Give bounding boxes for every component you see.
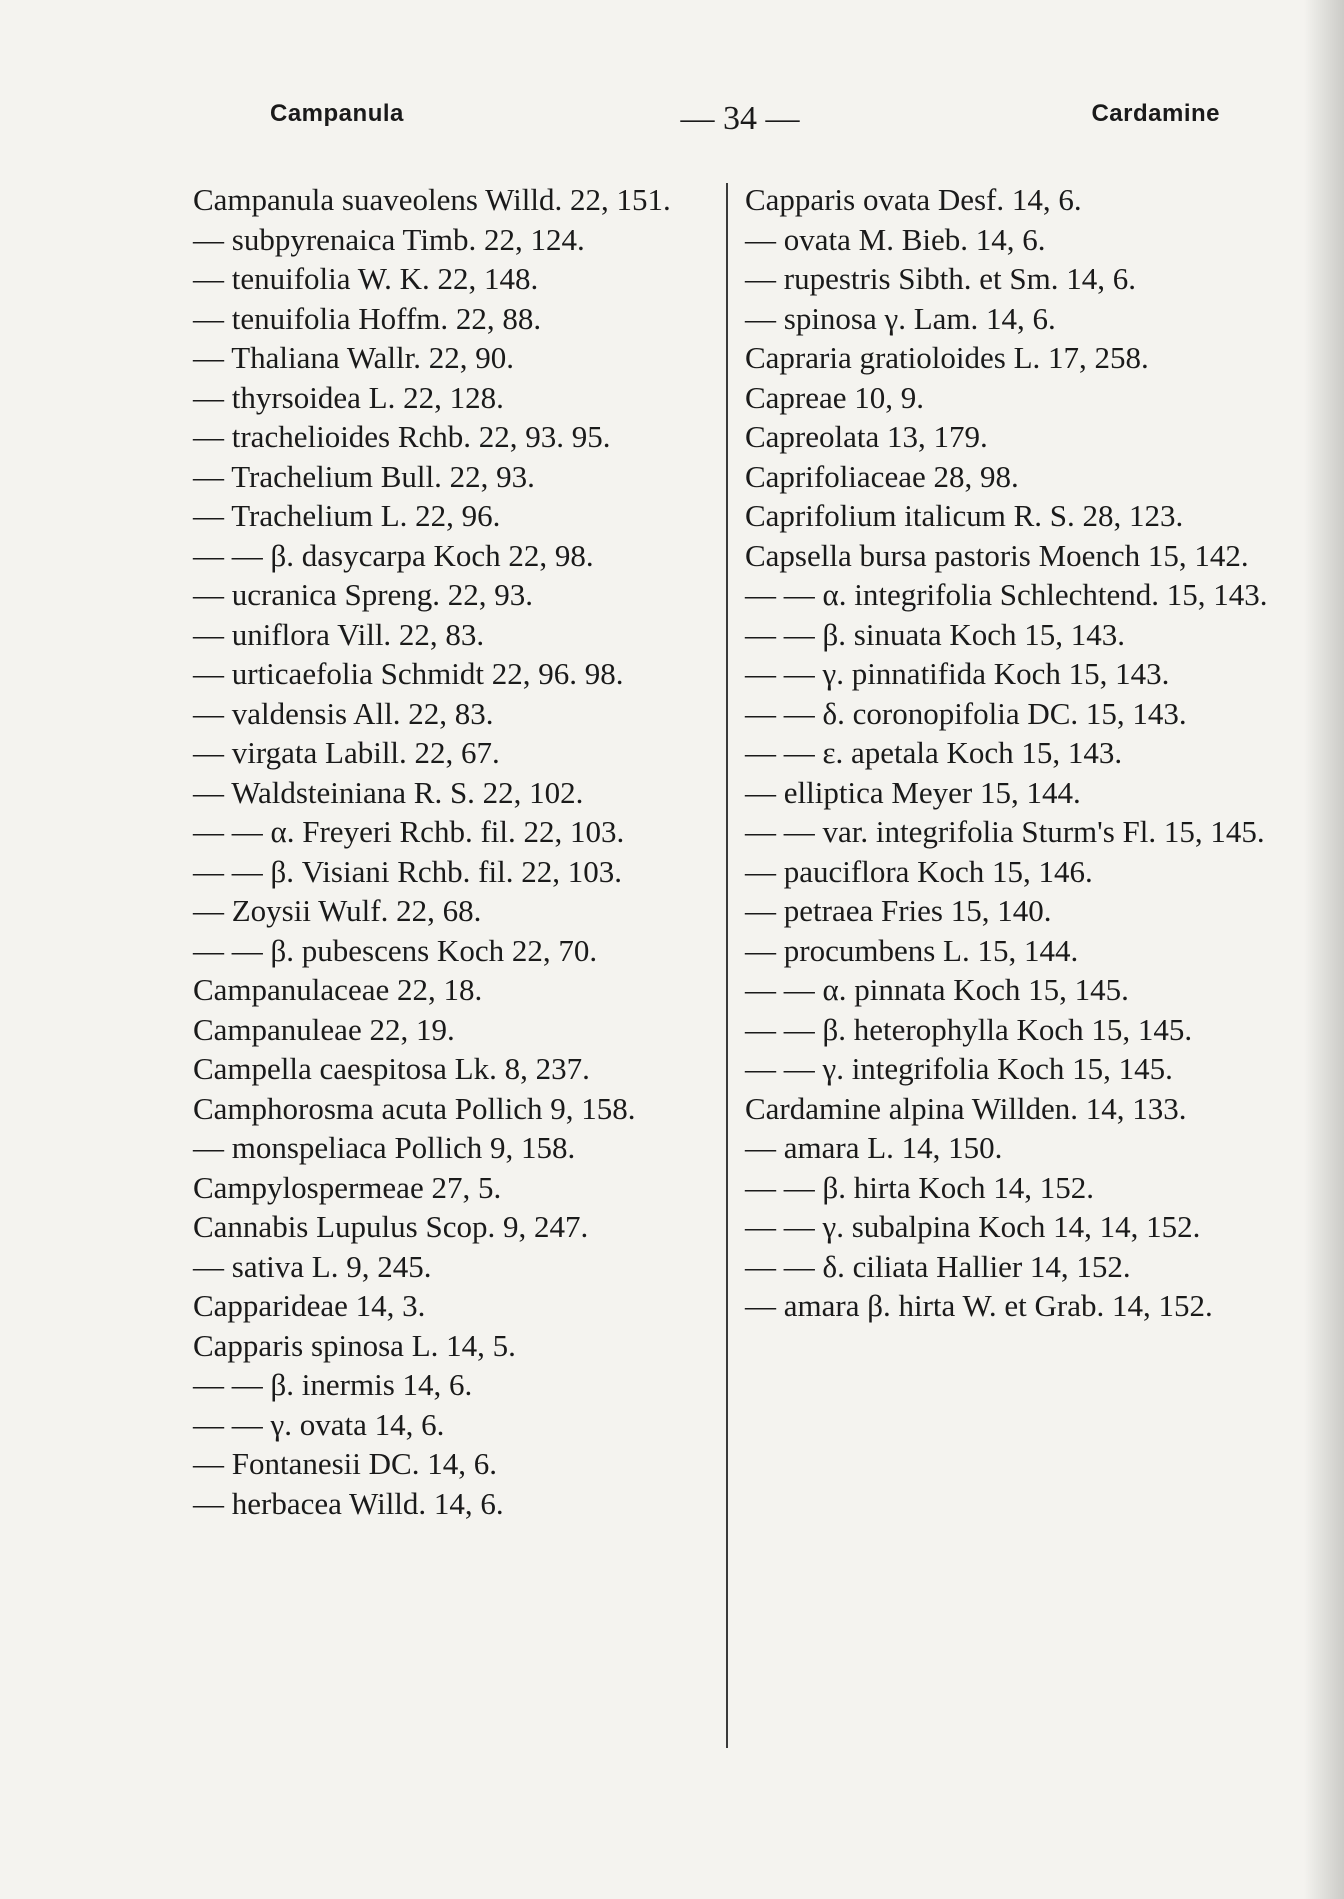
- index-entry: — monspeliaca Pollich 9, 158.: [193, 1130, 576, 1165]
- index-entry: — petraea Fries 15, 140.: [745, 893, 1052, 928]
- index-entry: — Waldsteiniana R. S. 22, 102.: [193, 774, 584, 810]
- index-entry: Campylospermeae 27, 5.: [193, 1169, 502, 1205]
- index-entry: — spinosa γ. Lam. 14, 6.: [745, 300, 1056, 336]
- index-entry: Campella caespitosa Lk. 8, 237.: [193, 1051, 590, 1086]
- index-entry: — — γ. integrifolia Koch 15, 145.: [745, 1051, 1173, 1086]
- index-entry: — — ε. apetala Koch 15, 143.: [745, 735, 1123, 770]
- index-entry: — — β. Visiani Rchb. fil. 22, 103.: [193, 853, 622, 889]
- index-entry: Caprifolium italicum R. S. 28, 123.: [745, 498, 1184, 533]
- running-header: [270, 100, 1220, 140]
- index-entry: — — δ. coronopifolia DC. 15, 143.: [745, 695, 1187, 731]
- index-entry: — — β. heterophylla Koch 15, 145.: [745, 1011, 1193, 1047]
- index-entry: — urticaefolia Schmidt 22, 96. 98.: [193, 656, 624, 691]
- index-entry: — — var. integrifolia Sturm's Fl. 15, 145.: [745, 814, 1265, 849]
- index-entry: — — γ. ovata 14, 6.: [193, 1406, 445, 1442]
- index-entry: — trachelioides Rchb. 22, 93. 95.: [193, 419, 611, 454]
- index-entry: — ovata M. Bieb. 14, 6.: [745, 221, 1046, 257]
- index-entry: — — β. hirta Koch 14, 152.: [745, 1169, 1094, 1205]
- index-entry: Cannabis Lupulus Scop. 9, 247.: [193, 1209, 589, 1244]
- index-entry: — Fontanesii DC. 14, 6.: [193, 1446, 497, 1481]
- index-entry: — Trachelium Bull. 22, 93.: [193, 458, 535, 494]
- index-column-left: [193, 180, 718, 1523]
- index-entry: — subpyrenaica Timb. 22, 124.: [193, 221, 585, 257]
- index-entry: — — β. pubescens Koch 22, 70.: [193, 932, 598, 968]
- index-entry: — uniflora Vill. 22, 83.: [193, 616, 485, 652]
- index-entry: — — γ. subalpina Koch 14, 14, 152.: [745, 1209, 1201, 1244]
- index-entry: — amara L. 14, 150.: [745, 1130, 1003, 1165]
- index-entry: Camphorosma acuta Pollich 9, 158.: [193, 1090, 636, 1126]
- index-entry: Capparideae 14, 3.: [193, 1288, 426, 1323]
- index-entry: — rupestris Sibth. et Sm. 14, 6.: [745, 261, 1136, 296]
- column-divider: [726, 183, 728, 1748]
- header-right-catchword: Cardamine: [1091, 100, 1220, 127]
- index-entry: — virgata Labill. 22, 67.: [193, 735, 500, 770]
- index-entry: — sativa L. 9, 245.: [193, 1248, 432, 1284]
- index-entry: Capraria gratioloides L. 17, 258.: [745, 340, 1149, 375]
- index-entry: Campanulaceae 22, 18.: [193, 972, 483, 1007]
- index-entry: — Zoysii Wulf. 22, 68.: [193, 893, 482, 928]
- index-entry: Capsella bursa pastoris Moench 15, 142.: [745, 537, 1249, 573]
- page-edge-shadow: [1304, 0, 1344, 1899]
- index-entry: — tenuifolia Hoffm. 22, 88.: [193, 300, 542, 336]
- index-column-right: [745, 180, 1283, 1326]
- index-entry: — — α. pinnata Koch 15, 145.: [745, 972, 1129, 1007]
- index-entry: — herbacea Willd. 14, 6.: [193, 1485, 504, 1521]
- index-entry: Caprifoliaceae 28, 98.: [745, 458, 1019, 494]
- index-entry: — amara β. hirta W. et Grab. 14, 152.: [745, 1288, 1213, 1323]
- index-entry: — procumbens L. 15, 144.: [745, 932, 1079, 968]
- index-entry: — — δ. ciliata Hallier 14, 152.: [745, 1248, 1131, 1284]
- page-number: — 34 —: [680, 100, 800, 137]
- index-entry: — — β. sinuata Koch 15, 143.: [745, 616, 1125, 652]
- index-entry: Cardamine alpina Willden. 14, 133.: [745, 1090, 1187, 1126]
- index-entry: Capreae 10, 9.: [745, 379, 925, 415]
- header-left-catchword: Campanula: [270, 100, 404, 127]
- index-entry: — thyrsoidea L. 22, 128.: [193, 379, 504, 415]
- index-entry: — elliptica Meyer 15, 144.: [745, 774, 1081, 810]
- index-entry: Campanuleae 22, 19.: [193, 1011, 455, 1047]
- index-entry: — pauciflora Koch 15, 146.: [745, 853, 1093, 889]
- index-entry: — Trachelium L. 22, 96.: [193, 498, 501, 533]
- index-entry: — tenuifolia W. K. 22, 148.: [193, 261, 539, 296]
- index-entry: — — α. Freyeri Rchb. fil. 22, 103.: [193, 814, 625, 849]
- index-entry: Capreolata 13, 179.: [745, 419, 988, 454]
- index-entry: — — β. dasycarpa Koch 22, 98.: [193, 537, 594, 573]
- index-entry: — valdensis All. 22, 83.: [193, 695, 494, 731]
- index-entry: — ucranica Spreng. 22, 93.: [193, 577, 534, 612]
- index-entry: Capparis spinosa L. 14, 5.: [193, 1327, 516, 1363]
- index-entry: Capparis ovata Desf. 14, 6.: [745, 182, 1082, 217]
- index-entry: — — β. inermis 14, 6.: [193, 1367, 473, 1402]
- index-entry: — — α. integrifolia Schlechtend. 15, 143.: [745, 577, 1268, 612]
- index-entry: Campanula suaveolens Willd. 22, 151.: [193, 182, 671, 217]
- index-entry: — Thaliana Wallr. 22, 90.: [193, 340, 514, 375]
- index-entry: — — γ. pinnatifida Koch 15, 143.: [745, 656, 1170, 691]
